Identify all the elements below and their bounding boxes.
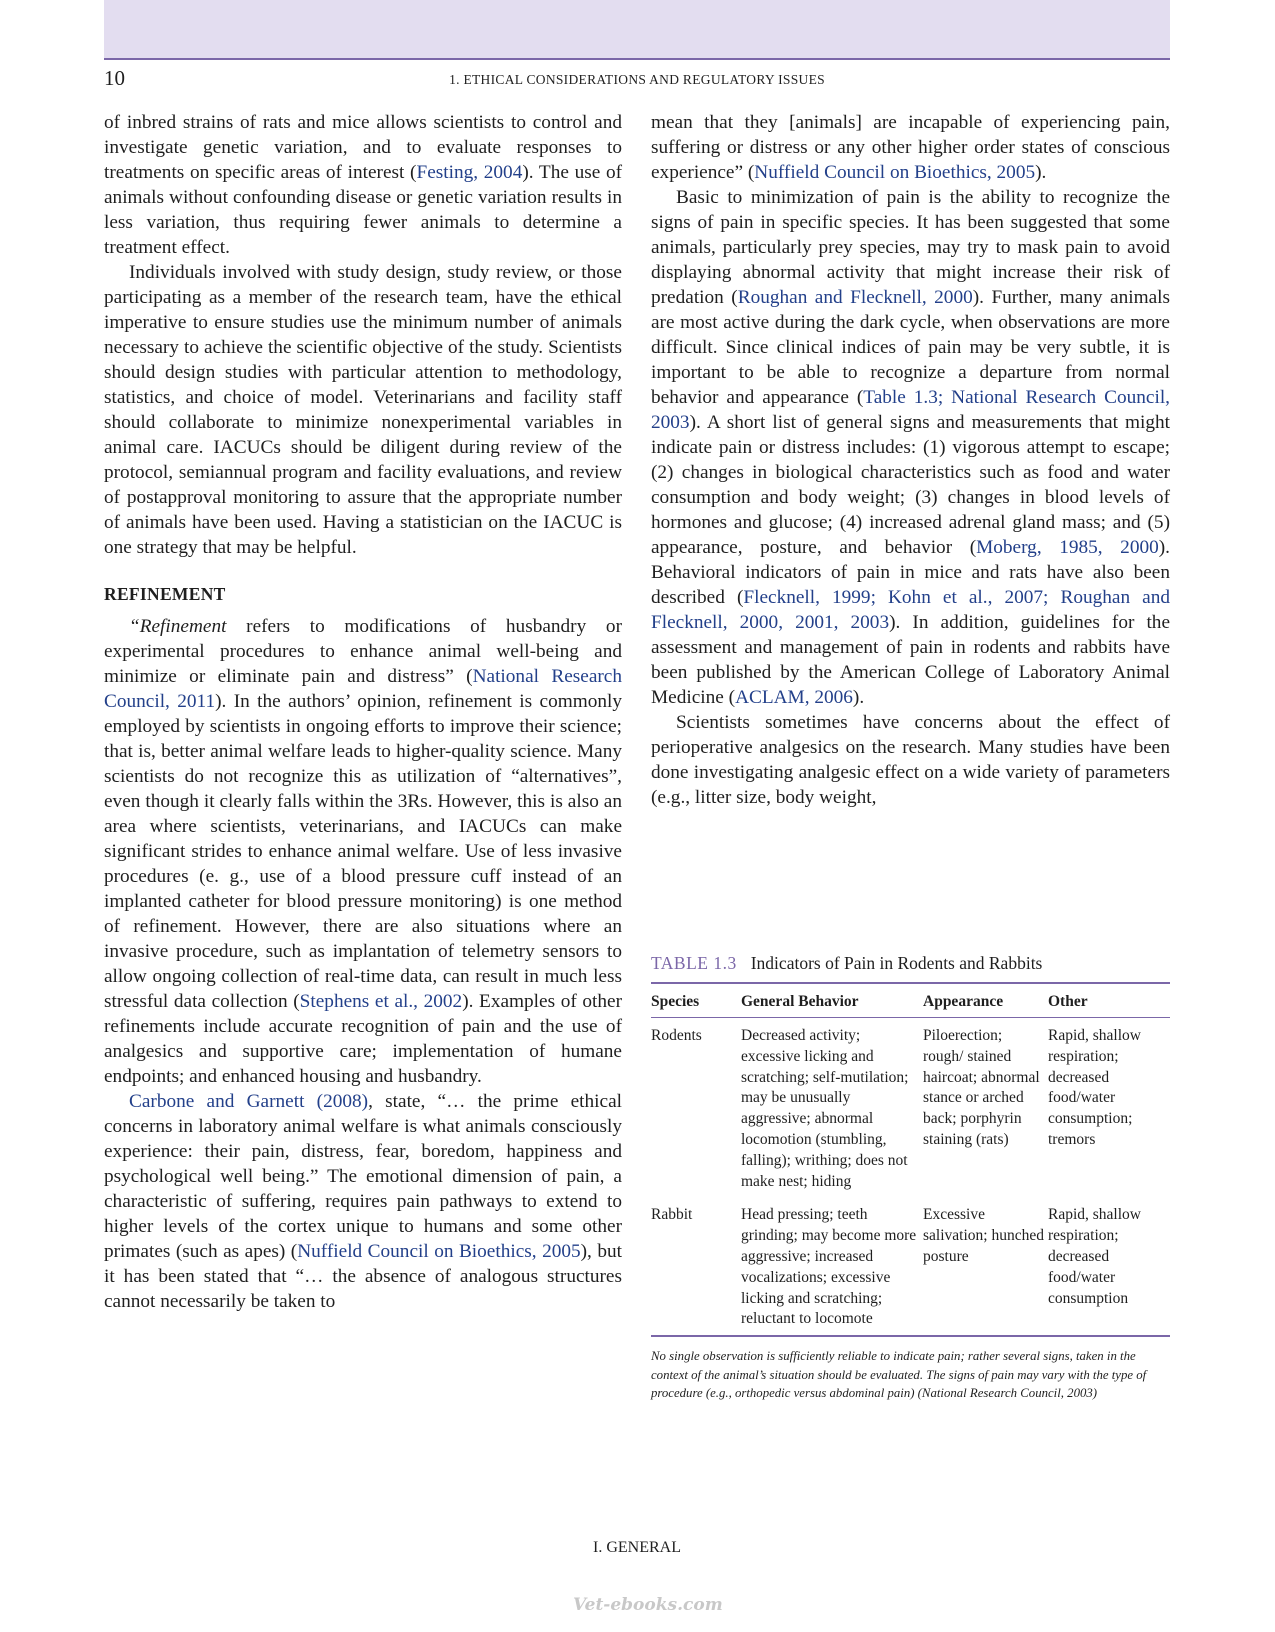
citation-link[interactable]: Stephens et al., 2002	[299, 991, 463, 1012]
citation-link[interactable]: National Research Council, 2011	[104, 666, 622, 712]
paragraph: Individuals involved with study design, study review, or those participating as a member of the research team, have the ethical imperative to ensure studies use the minimum number of animals necessary to achieve the scientific objective of the study. Scientists should design studies with particular attention to methodology, statistics, and choice of model. Veterinarians and facility staff should collaborate to minimize nonexperimental variables in animal care. IACUCs should be diligent during review of the protocol, semiannual program and facility evaluations, and review of postapproval monitoring to assure that the appropriate number of animals have been used. Having a statistician on the IACUC is one strategy that may be helpful.	[104, 262, 622, 558]
table-footnote: No single observation is sufficiently reliable to indicate pain; rather several signs, taken in the context of the animal’s situation should be evaluated. The signs of pain may vary with the type of procedure (e.g., orthopedic versus abdominal pain) (National Research Council, 2003)	[651, 1349, 1147, 1401]
paragraph: of inbred strains of rats and mice allows scientists to control and investigate genetic variation, and to evaluate responses to treatments on specific areas of interest (Festing, 2004). The use of animals without confounding disease or genetic variation results in less variation, thus requiring fewer animals to determine a treatment effect.	[104, 112, 623, 258]
left-column	[104, 110, 622, 1314]
page-number: 10	[104, 66, 125, 90]
table-number: TABLE 1.3	[651, 953, 737, 973]
citation-link[interactable]: Table 1.3; National Research Council, 2003	[651, 387, 1170, 433]
table-row	[651, 1197, 1170, 1336]
paragraph: Basic to minimization of pain is the ability to recognize the signs of pain in specific species. It has been suggested that some animals, particularly prey species, may try to mask pain to avoid displaying abnormal activity that might increase their risk of predation (Roughan and Flecknell, 2000). Further, many animals are most active during the dark cycle, when observations are more difficult. Since clinical indices of pain may be very subtle, it is important to be able to recognize a departure from normal behavior and appearance (Table 1.3; National Research Council, 2003). A short list of general signs and measurements that might indicate pain or distress includes: (1) vigorous attempt to escape; (2) changes in biological characteristics such as food and water consumption and body weight; (3) changes in blood levels of hormones and glucose; (4) increased adrenal gland mass; and (5) appearance, posture, and behavior (Moberg, 1985, 2000). Behavioral indicators of pain in mice and rats have also been described (Flecknell, 1999; Kohn et al., 2007; Roughan and Flecknell, 2000, 2001, 2003). In addition, guidelines for the assessment and management of pain in rodents and rabbits have been published by the American College of Laboratory Animal Medicine (ACLAM, 2006).	[651, 187, 1171, 708]
citation-link[interactable]: Festing, 2004	[416, 162, 523, 183]
header-band	[104, 0, 1170, 60]
part-footer: I. GENERAL	[593, 1539, 681, 1556]
pain-indicators-table	[651, 953, 1170, 1403]
paragraph: Scientists sometimes have concerns about the effect of perioperative analgesics on the research. Many studies have been done investigating analgesic effect on a wide variety of parameters (e.g., litter size, body weight,	[651, 712, 1170, 808]
watermark-logo: Vet-ebooks.com	[573, 1595, 723, 1615]
table-cell: Piloerection; rough/ stained haircoat; abnormal stance or arched back; porphyrin staining (rats)	[923, 1027, 1040, 1148]
section-heading: REFINEMENT	[104, 584, 226, 604]
paragraph: mean that they [animals] are incapable of experiencing pain, suffering or distress or any other higher order states of conscious experience” (Nuffield Council on Bioethics, 2005).	[651, 112, 1170, 183]
table-cell: Rapid, shallow respiration; decreased food/water consumption; tremors	[1048, 1027, 1141, 1148]
table-row	[651, 1018, 1170, 1198]
table-cell: Head pressing; teeth grinding; may become more aggressive; increased vocalizations; excessive licking and scratching; reluctant to locomote	[741, 1206, 917, 1328]
column-header: Species	[651, 983, 741, 1018]
table-caption	[651, 953, 1170, 974]
citation-link[interactable]: ACLAM, 2006	[735, 687, 853, 708]
table-header-row	[651, 983, 1170, 1018]
table-cell: Rapid, shallow respiration; decreased food/water consumption	[1048, 1206, 1141, 1307]
column-header: General Behavior	[741, 983, 923, 1018]
citation-link[interactable]: Nuffield Council on Bioethics, 2005	[754, 162, 1036, 183]
citation-link[interactable]: Roughan and Flecknell, 2000	[737, 287, 973, 308]
table-body	[651, 982, 1170, 1337]
citation-link[interactable]: Carbone and Garnett (2008)	[129, 1091, 369, 1112]
running-head: 1. ETHICAL CONSIDERATIONS AND REGULATORY ISSUES	[449, 72, 825, 87]
column-header: Appearance	[923, 983, 1048, 1018]
table-cell: Rodents	[651, 1027, 702, 1044]
paragraph: Carbone and Garnett (2008), state, “… the prime ethical concerns in laboratory animal welfare is what animals consciously experience: their pain, distress, fear, boredom, happiness and psychological well being.” The emotional dimension of pain, a characteristic of suffering, requires pain pathways to extend to higher levels of the cortex unique to humans and some other primates (such as apes) (Nuffield Council on Bioethics, 2005), but it has been stated that “… the absence of analogous structures cannot necessarily be taken to	[104, 1091, 622, 1312]
paragraph: “Refinement refers to modifications of husbandry or experimental procedures to enhance animal well-being and minimize or eliminate pain and distress” (National Research Council, 2011). In the authors’ opinion, refinement is commonly employed by scientists in ongoing efforts to improve their science; that is, better animal welfare leads to higher-quality science. Many scientists do not recognize this as utilization of “alternatives”, even though it clearly falls within the 3Rs. However, this is also an area where scientists, veterinarians, and IACUCs can make significant strides to enhance animal welfare. Use of less invasive procedures (e. g., use of a blood pressure cuff instead of an implanted catheter for blood pressure monitoring) is one method of refinement. However, there are also situations where an invasive procedure, such as implantation of telemetry sensors to allow ongoing collection of real-time data, can result in much less stressful data collection (Stephens et al., 2002). Examples of other refinements include accurate recognition of pain and the use of analgesics and supportive care; implementation of humane endpoints; and enhanced housing and husbandry.	[104, 616, 622, 1087]
table-cell: Rabbit	[651, 1206, 693, 1224]
table-title: Indicators of Pain in Rodents and Rabbits	[750, 953, 1043, 973]
right-column	[651, 110, 1170, 810]
citation-link[interactable]: Flecknell, 1999; Kohn et al., 2007; Roughan and Flecknell, 2000, 2001, 2003	[651, 587, 1170, 633]
table-cell: Decreased activity; excessive licking and scratching; self-mutilation; may be unusually aggressive; abnormal locomotion (stumbling, falling); writhing; does not make nest; hiding	[741, 1027, 909, 1190]
column-header: Other	[1048, 983, 1170, 1018]
citation-link[interactable]: Nuffield Council on Bioethics, 2005	[297, 1241, 581, 1262]
table-cell: Excessive salivation; hunched posture	[923, 1206, 1044, 1265]
citation-link[interactable]: Moberg, 1985, 2000	[976, 537, 1159, 558]
